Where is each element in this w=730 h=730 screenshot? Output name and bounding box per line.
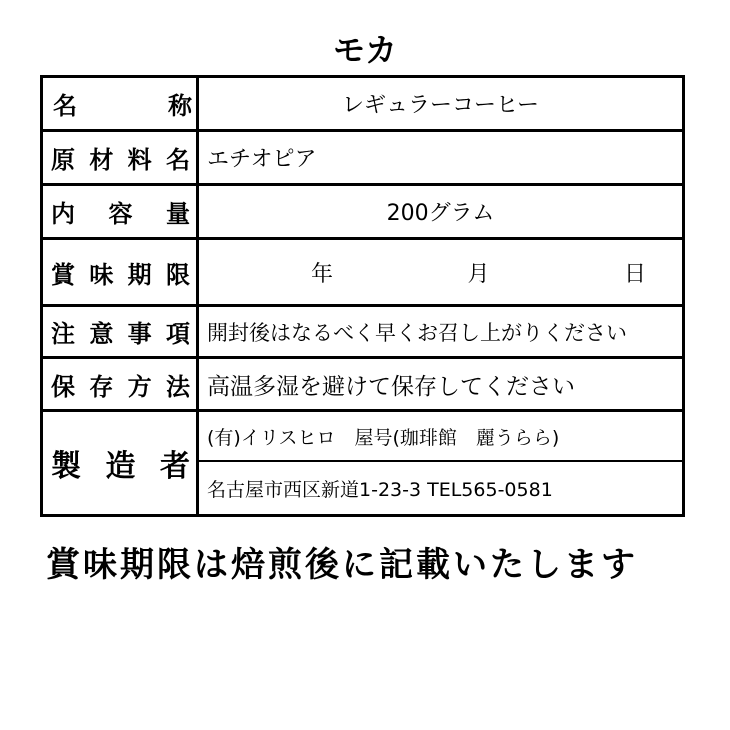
date-year-label: 年 xyxy=(311,261,334,287)
label-contents xyxy=(43,186,199,237)
label-contents-text: 内 容 量 xyxy=(51,200,190,228)
label-best-before xyxy=(43,240,199,304)
label-manufacturer-text: 製 造 者 xyxy=(51,449,190,484)
value-contents: 200グラム xyxy=(386,201,495,226)
footer-note: 賞味期限は焙煎後に記載いたします xyxy=(46,545,638,585)
food-label-table xyxy=(40,75,685,517)
row-caution xyxy=(43,307,682,359)
row-name xyxy=(43,78,682,132)
date-month-label: 月 xyxy=(467,261,490,287)
label-manufacturer xyxy=(43,412,199,514)
label-best-before-text: 賞 味 期 限 xyxy=(51,260,190,289)
label-name xyxy=(43,78,199,129)
label-ingredients-text: 原 材 料 名 xyxy=(51,146,190,174)
row-manufacturer xyxy=(43,412,682,514)
value-storage: 高温多湿を避けて保存してください xyxy=(207,373,575,400)
label-name-text: 名 称 xyxy=(53,92,192,120)
label-ingredients xyxy=(43,132,199,183)
product-title: モカ xyxy=(332,31,397,69)
label-storage xyxy=(43,359,199,409)
label-caution xyxy=(43,307,199,356)
row-ingredients xyxy=(43,132,682,186)
value-best-before xyxy=(199,240,682,304)
value-name: レギュラーコーヒー xyxy=(341,93,540,118)
manufacturer-name: (有)イリスヒロ 屋号(珈琲館 麗うらら) xyxy=(199,412,682,462)
label-storage-text: 保 存 方 法 xyxy=(51,372,190,401)
manufacturer-address: 名古屋市西区新道1-23-3 TEL565-0581 xyxy=(207,478,553,501)
date-day-label: 日 xyxy=(623,261,646,287)
label-caution-text: 注 意 事 項 xyxy=(51,320,190,348)
date-parts xyxy=(199,257,682,288)
row-contents xyxy=(43,186,682,240)
row-best-before xyxy=(43,240,682,307)
value-ingredients: エチオピア xyxy=(207,147,317,172)
row-storage xyxy=(43,359,682,412)
value-caution: 開封後はなるべく早くお召し上がりください xyxy=(207,320,627,345)
